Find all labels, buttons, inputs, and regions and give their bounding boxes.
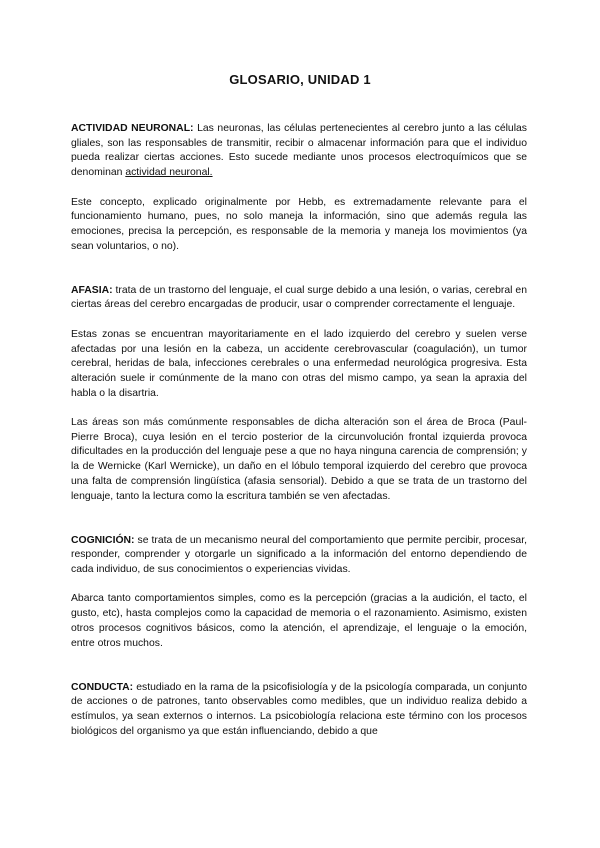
actividad-neuronal-link[interactable]: actividad neuronal. — [125, 167, 213, 179]
page-title: GLOSARIO, UNIDAD 1 — [229, 72, 371, 87]
term-afasia: AFASIA: — [71, 284, 113, 296]
entry-afasia-paragraph-2: Estas zonas se encuentran mayoritariamente en el lado izquierdo del cerebro y suelen verse afectadas por una lesión en la cabeza, un accidente cerebrovascular (coagulación), un tumor cerebral, heridas de bala, infecciones cerebrales o una enfermedad neurológica progresiva. Esta alteración suele ir comúnmente de la mano con otras del mismo campo, ya sean la apraxia del habla o la disartria. — [71, 328, 527, 399]
definition-text: trata de un trastorno del lenguaje, el cual surge debido a una lesión, o varias, cerebral en ciertas áreas del cerebro encargadas de producir, usar o comprender correctamente el lenguaje. — [71, 284, 527, 311]
glossary-body — [71, 122, 527, 739]
definition-text: Las neuronas, las células pertenecientes al cerebro junto a las células gliales, son las responsables de transmitir, recibir o almacenar información para que el individuo pueda realizar ciertas acciones. Esto sucede mediante unos procesos electroquímicos que se denominan — [71, 123, 527, 179]
entry-cognicion-definition — [71, 534, 527, 578]
entry-cognicion-paragraph-2: Abarca tanto comportamientos simples, como es la percepción (gracias a la audición, el tacto, el gusto, etc), hasta complejos como la capacidad de memoria o el razonamiento. Asimismo, existen otros procesos cognitivos básicos, como la atención, el aprendizaje, el lenguaje o la emoción, entre otros muchos. — [71, 593, 527, 649]
definition-text: estudiado en la rama de la psicofisiología y de la psicología comparada, un conjunto de acciones o de patrones, tanto observables como medibles, que un individuo realiza debido a estímulos, ya sean externos o internos. La psicobiología relaciona este término con los procesos biológicos del organismo ya que están influenciando, debido a que — [71, 681, 527, 737]
term-conducta: CONDUCTA: — [71, 681, 134, 693]
entry-actividad-neuronal-paragraph-2: Este concepto, explicado originalmente por Hebb, es extremadamente relevante para el funcionamiento humano, pues, no solo maneja la información, sino que además regula las emociones, precisa la percepción, es responsable de la memoria y maneja los movimientos (ya sean voluntarios, o no). — [71, 196, 527, 252]
entry-afasia-paragraph-3: Las áreas son más comúnmente responsables de dicha alteración son el área de Broca (Paul-Pierre Broca), cuya lesión en el tercio posterior de la circunvolución frontal izquierda provoca dificultades en la producción del lenguaje pese a que no haya ninguna carencia de comprensión; y la de Wernicke (Karl Wernicke), un daño en el lóbulo temporal izquierdo del cerebro que provoca una falta de comprensión lingüística (afasia sensorial). Debido a que se trata de un trastorno del lenguaje, tanto la lectura como la escritura también se ven afectadas. — [71, 417, 527, 502]
entry-conducta-definition — [71, 681, 527, 740]
entry-actividad-neuronal-definition — [71, 122, 527, 181]
definition-text: se trata de un mecanismo neural del comportamiento que permite percibir, procesar, responder, comprender y otorgarle un significado a la información del entorno dependiendo de cada individuo, de sus conocimientos o experiencias vividas. — [71, 534, 527, 576]
entry-afasia-definition — [71, 284, 527, 313]
term-cognicion: COGNICIÓN: — [71, 534, 135, 546]
term-actividad-neuronal: ACTIVIDAD NEURONAL: — [71, 123, 194, 134]
